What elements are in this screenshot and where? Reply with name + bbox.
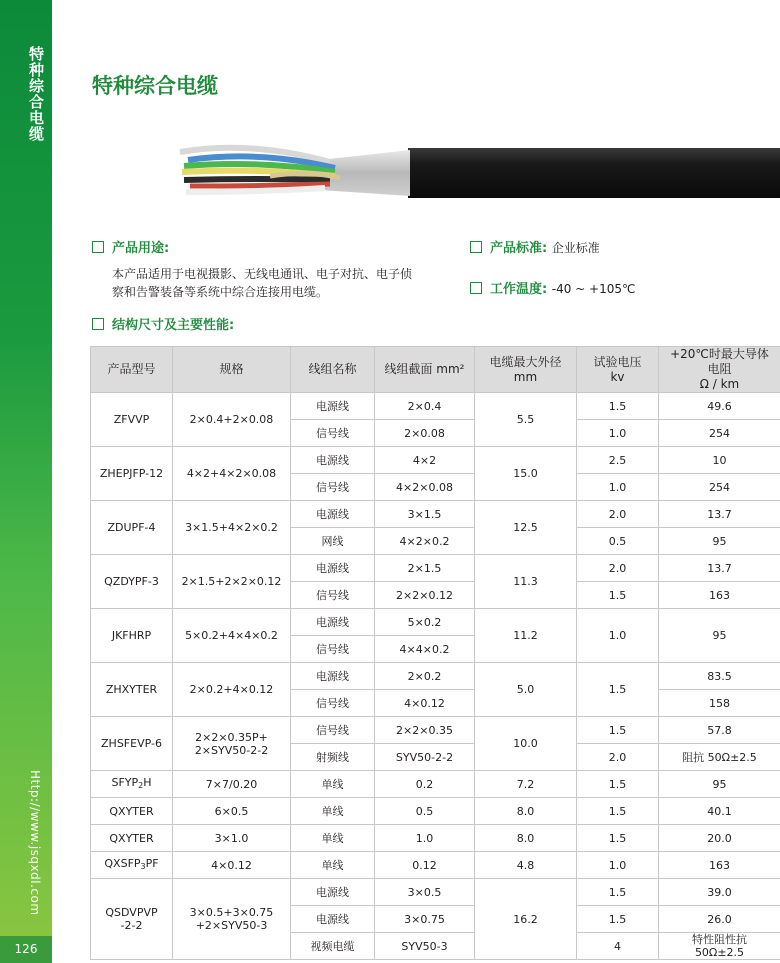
cell-group: 电源线 — [291, 609, 375, 636]
sidebar-title: 特种综合电缆 — [27, 46, 45, 142]
cell-spec: 6×0.5 — [173, 798, 291, 825]
cell-group: 视频电缆 — [291, 933, 375, 960]
cell-voltage: 4 — [577, 933, 659, 960]
cell-group: 单线 — [291, 825, 375, 852]
cell-voltage: 1.5 — [577, 717, 659, 744]
cell-group: 信号线 — [291, 690, 375, 717]
cell-resistance: 40.1 — [659, 798, 780, 825]
cell-model: ZFVVP — [91, 393, 173, 447]
header-model: 产品型号 — [91, 347, 173, 393]
cell-model: $QXSFP_3PF$ — [91, 852, 173, 879]
cell-section: 4×2 — [375, 447, 475, 474]
cell-section: 0.12 — [375, 852, 475, 879]
cell-voltage: 1.5 — [577, 879, 659, 906]
cell-resistance: 阻抗 50Ω±2.5 — [659, 744, 780, 771]
sidebar — [0, 0, 52, 963]
cell-od: 11.2 — [475, 609, 577, 663]
cell-resistance: 95 — [659, 528, 780, 555]
cell-model: JKFHRP — [91, 609, 173, 663]
cell-spec: 4×2+4×2×0.08 — [173, 447, 291, 501]
cell-model: ZHSFEVP-6 — [91, 717, 173, 771]
cell-od: 5.5 — [475, 393, 577, 447]
cell-group: 网线 — [291, 528, 375, 555]
cell-resistance: 57.8 — [659, 717, 780, 744]
cell-od: 16.2 — [475, 879, 577, 960]
header-resistance: +20℃时最大导体 电阻 Ω / km — [659, 347, 780, 393]
cell-spec: 2×0.2+4×0.12 — [173, 663, 291, 717]
cell-section: 1.0 — [375, 825, 475, 852]
cell-model: QZDYPF-3 — [91, 555, 173, 609]
header-group: 线组名称 — [291, 347, 375, 393]
cell-model: ZHEPJFP-12 — [91, 447, 173, 501]
cell-group: 电源线 — [291, 663, 375, 690]
cell-resistance: 158 — [659, 690, 780, 717]
temperature-heading: 工作温度: -40 ~ +105℃ — [470, 278, 635, 297]
cell-model: QSDVPVP -2-2 — [91, 879, 173, 960]
cell-section: 2×0.08 — [375, 420, 475, 447]
checkbox-icon — [470, 241, 482, 253]
table-row — [91, 555, 780, 582]
cell-resistance: 254 — [659, 420, 780, 447]
cell-model: ZHXYTER — [91, 663, 173, 717]
checkbox-icon — [92, 241, 104, 253]
page-number: 126 — [0, 936, 52, 963]
table-row — [91, 771, 780, 798]
standard-heading: 产品标准: 企业标准 — [470, 237, 600, 256]
cell-resistance: 83.5 — [659, 663, 780, 690]
cell-voltage: 1.0 — [577, 609, 659, 663]
header-section: 线组截面 mm² — [375, 347, 475, 393]
cell-section: 2×2×0.12 — [375, 582, 475, 609]
usage-heading: 产品用途: — [92, 237, 169, 256]
cell-section: 0.2 — [375, 771, 475, 798]
cell-spec: 4×0.12 — [173, 852, 291, 879]
cell-resistance: 39.0 — [659, 879, 780, 906]
structure-heading: 结构尺寸及主要性能: — [92, 314, 234, 333]
cell-group: 电源线 — [291, 879, 375, 906]
table-row — [91, 825, 780, 852]
cell-od: 7.2 — [475, 771, 577, 798]
cell-od: 4.8 — [475, 852, 577, 879]
cell-model: $SFYP_2H$ — [91, 771, 173, 798]
cell-resistance: 95 — [659, 609, 780, 663]
cell-voltage: 2.0 — [577, 555, 659, 582]
cell-spec: 7×7/0.20 — [173, 771, 291, 798]
table-row — [91, 879, 780, 906]
cell-voltage: 2.5 — [577, 447, 659, 474]
cell-voltage: 0.5 — [577, 528, 659, 555]
cell-group: 电源线 — [291, 393, 375, 420]
cell-group: 单线 — [291, 852, 375, 879]
cell-group: 电源线 — [291, 447, 375, 474]
cell-section: 2×0.2 — [375, 663, 475, 690]
cell-voltage: 1.0 — [577, 474, 659, 501]
cell-resistance: 163 — [659, 582, 780, 609]
cell-section: 2×1.5 — [375, 555, 475, 582]
cell-resistance: 26.0 — [659, 906, 780, 933]
cell-group: 信号线 — [291, 582, 375, 609]
cell-spec: 2×0.4+2×0.08 — [173, 393, 291, 447]
cell-spec: 3×0.5+3×0.75 +2×SYV50-3 — [173, 879, 291, 960]
cell-section: SYV50-3 — [375, 933, 475, 960]
cell-od: 8.0 — [475, 825, 577, 852]
cell-voltage: 1.5 — [577, 771, 659, 798]
cell-resistance: 254 — [659, 474, 780, 501]
table-row — [91, 609, 780, 636]
cell-resistance: 49.6 — [659, 393, 780, 420]
cell-section: 3×1.5 — [375, 501, 475, 528]
cell-section: SYV50-2-2 — [375, 744, 475, 771]
cell-voltage: 2.0 — [577, 744, 659, 771]
cell-resistance: 13.7 — [659, 501, 780, 528]
table-row — [91, 447, 780, 474]
cell-section: 0.5 — [375, 798, 475, 825]
cell-od: 11.3 — [475, 555, 577, 609]
cell-spec: 2×2×0.35P+ 2×SYV50-2-2 — [173, 717, 291, 771]
cell-group: 电源线 — [291, 906, 375, 933]
cell-spec: 3×1.5+4×2×0.2 — [173, 501, 291, 555]
cell-group: 信号线 — [291, 420, 375, 447]
cell-voltage: 1.0 — [577, 420, 659, 447]
table-row — [91, 798, 780, 825]
cell-spec: 3×1.0 — [173, 825, 291, 852]
cell-model: ZDUPF-4 — [91, 501, 173, 555]
cell-od: 5.0 — [475, 663, 577, 717]
cell-voltage: 1.5 — [577, 825, 659, 852]
cell-group: 电源线 — [291, 555, 375, 582]
standard-value: 企业标准 — [551, 241, 600, 255]
header-outer-diameter: 电缆最大外径 mm — [475, 347, 577, 393]
cell-spec: 5×0.2+4×4×0.2 — [173, 609, 291, 663]
cell-voltage: 1.5 — [577, 663, 659, 717]
header-spec: 规格 — [173, 347, 291, 393]
cell-voltage: 1.5 — [577, 393, 659, 420]
checkbox-icon — [92, 318, 104, 330]
cell-resistance: 10 — [659, 447, 780, 474]
cell-od: 12.5 — [475, 501, 577, 555]
cell-group: 单线 — [291, 798, 375, 825]
cell-resistance: 163 — [659, 852, 780, 879]
spec-table — [90, 346, 780, 960]
table-row — [91, 852, 780, 879]
cell-resistance: 特性阻性抗 50Ω±2.5 — [659, 933, 780, 960]
sidebar-url[interactable]: Http://www.jsqxdl.com — [28, 770, 42, 916]
cell-resistance: 13.7 — [659, 555, 780, 582]
cell-voltage: 2.0 — [577, 501, 659, 528]
cell-group: 射频线 — [291, 744, 375, 771]
cell-section: 3×0.5 — [375, 879, 475, 906]
checkbox-icon — [470, 282, 482, 294]
cell-od: 8.0 — [475, 798, 577, 825]
cell-group: 信号线 — [291, 636, 375, 663]
cell-section: 5×0.2 — [375, 609, 475, 636]
cell-section: 3×0.75 — [375, 906, 475, 933]
cell-spec: 2×1.5+2×2×0.12 — [173, 555, 291, 609]
cell-section: 2×2×0.35 — [375, 717, 475, 744]
cell-voltage: 1.5 — [577, 582, 659, 609]
cell-od: 10.0 — [475, 717, 577, 771]
cell-voltage: 1.5 — [577, 798, 659, 825]
cell-model: QXYTER — [91, 825, 173, 852]
table-header-row — [91, 347, 780, 393]
cell-voltage: 1.0 — [577, 852, 659, 879]
cell-voltage: 1.5 — [577, 906, 659, 933]
cell-group: 单线 — [291, 771, 375, 798]
cell-group: 电源线 — [291, 501, 375, 528]
cell-group: 信号线 — [291, 474, 375, 501]
header-test-voltage: 试验电压 kv — [577, 347, 659, 393]
table-row — [91, 393, 780, 420]
cell-section: 4×2×0.2 — [375, 528, 475, 555]
cell-section: 4×0.12 — [375, 690, 475, 717]
cell-section: 4×2×0.08 — [375, 474, 475, 501]
table-row — [91, 717, 780, 744]
page-title: 特种综合电缆 — [92, 74, 218, 98]
cell-resistance: 20.0 — [659, 825, 780, 852]
cell-section: 2×0.4 — [375, 393, 475, 420]
table-row — [91, 501, 780, 528]
usage-description: 本产品适用于电视摄影、无线电通讯、电子对抗、电子侦察和告警装备等系统中综合连接用电缆。 — [112, 267, 413, 299]
temperature-value: -40 ~ +105℃ — [551, 282, 636, 296]
cell-model: QXYTER — [91, 798, 173, 825]
cell-resistance: 95 — [659, 771, 780, 798]
cell-group: 信号线 — [291, 717, 375, 744]
cable-image — [170, 120, 780, 210]
cell-od: 15.0 — [475, 447, 577, 501]
table-row — [91, 663, 780, 690]
cell-section: 4×4×0.2 — [375, 636, 475, 663]
